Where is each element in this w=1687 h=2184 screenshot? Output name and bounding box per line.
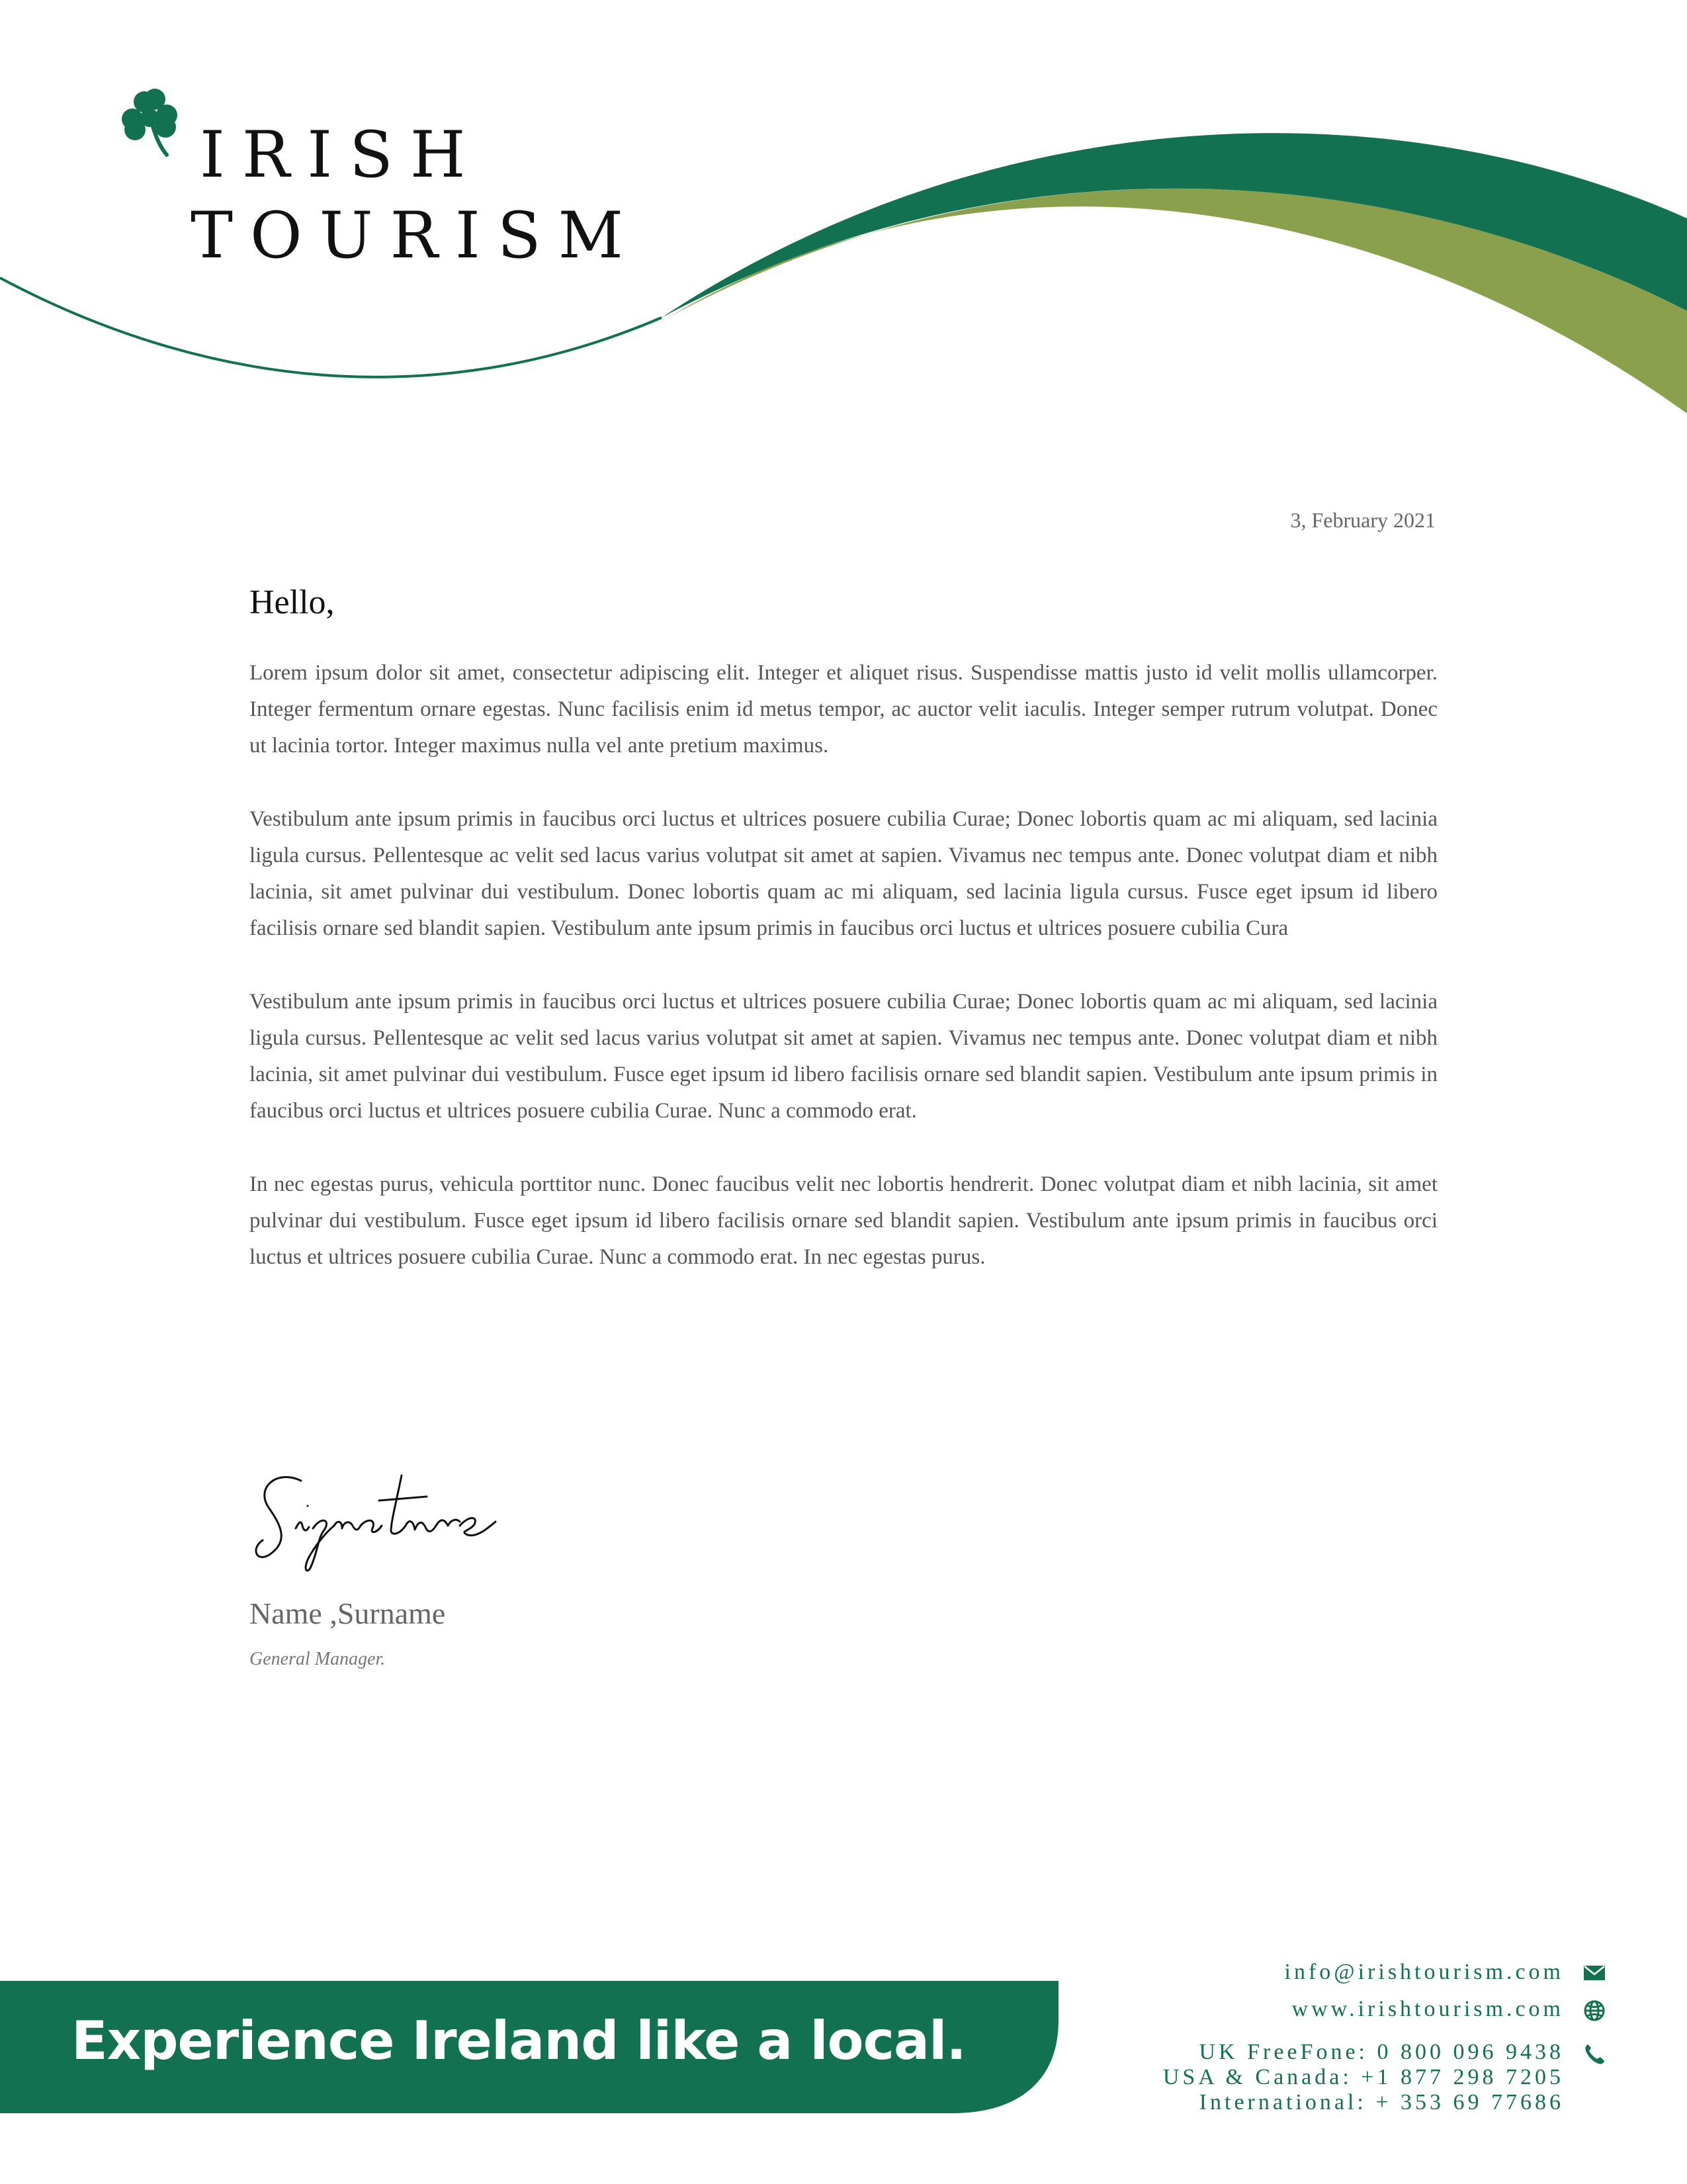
phone-line-uk: UK FreeFone: 0 800 096 9438 (1199, 2040, 1564, 2064)
email-icon (1582, 1960, 1606, 1984)
phone-line-usa-canada: USA & Canada: +1 877 298 7205 (1162, 2065, 1564, 2089)
contact-website[interactable]: www.irishtourism.com (1291, 1997, 1564, 2021)
contact-email[interactable]: info@irishtourism.com (1284, 1960, 1564, 1984)
brand-name-line1: IRISH (200, 118, 483, 192)
body-paragraph-2: Vestibulum ante ipsum primis in faucibus orci luctus et ultrices posuere cubilia Curae; Donec lobortis quam ac mi aliquam, sed lacinia ligula cursus. Pellentesque ac velit sed lacus varius volutpat sit amet at sapien. Vivamus nec tempus ante. Donec volutpat diam et nibh lacinia, sit amet pulvinar dui vestibulum. Donec lobortis quam ac mi aliquam, sed lacinia ligula cursus. Fusce eget ipsum id libero facilisis ornare sed blandit sapien. Vestibulum ante ipsum primis in faucibus orci luctus et ultrices posuere cubilia Cura (249, 807, 1438, 941)
body-paragraph-4: In nec egestas purus, vehicula porttitor nunc. Donec faucibus velit nec lobortis hendrerit. Donec volutpat diam et nibh lacinia, sit amet pulvinar dui vestibulum. Fusce eget ipsum id libero facilisis ornare sed blandit sapien. Vestibulum ante ipsum primis in faucibus orci luctus et ultrices posuere cubilia Curae. Nunc a commodo erat. In nec egestas purus. (249, 1172, 1438, 1270)
body-paragraph-3: Vestibulum ante ipsum primis in faucibus orci luctus et ultrices posuere cubilia Curae; Donec lobortis quam ac mi aliquam, sed lacinia ligula cursus. Pellentesque ac velit sed lacus varius volutpat sit amet at sapien. Vivamus nec tempus ante. Donec volutpat diam et nibh lacinia, sit amet pulvinar dui vestibulum. Fusce eget ipsum id libero facilisis ornare sed blandit sapien. Vestibulum ante ipsum primis in faucibus orci luctus et ultrices posuere cubilia Curae. Nunc a commodo erat. (249, 990, 1438, 1123)
brand-name-line2: TOURISM (191, 198, 640, 273)
signer-name: Name ,Surname (249, 1596, 446, 1630)
letter-date: 3, February 2021 (1290, 508, 1436, 532)
shamrock-icon (119, 86, 185, 159)
signer-title: General Manager. (249, 1649, 386, 1669)
letter-body (249, 582, 1438, 1313)
phone-icon (1582, 2042, 1606, 2066)
body-paragraph-1: Lorem ipsum dolor sit amet, consectetur adipiscing elit. Integer et aliquet risus. Suspendisse mattis justo id velit mollis ullamcorper. Integer fermentum ornare egestas. Nunc facilisis enim id metus tempor, ac auctor velit iaculis. Integer semper rutrum volutpat. Donec ut lacinia tortor. Integer maximus nulla vel ante pretium maximus. (249, 661, 1438, 758)
globe-icon (1582, 1999, 1606, 2023)
brand-logo (119, 86, 640, 284)
contact-phones (1163, 2040, 1564, 2115)
footer-tagline: Experience Ireland like a local. (71, 2010, 966, 2072)
phone-line-international: International: + 353 69 77686 (1199, 2090, 1564, 2115)
handwritten-signature (249, 1462, 554, 1575)
greeting: Hello, (249, 584, 335, 621)
